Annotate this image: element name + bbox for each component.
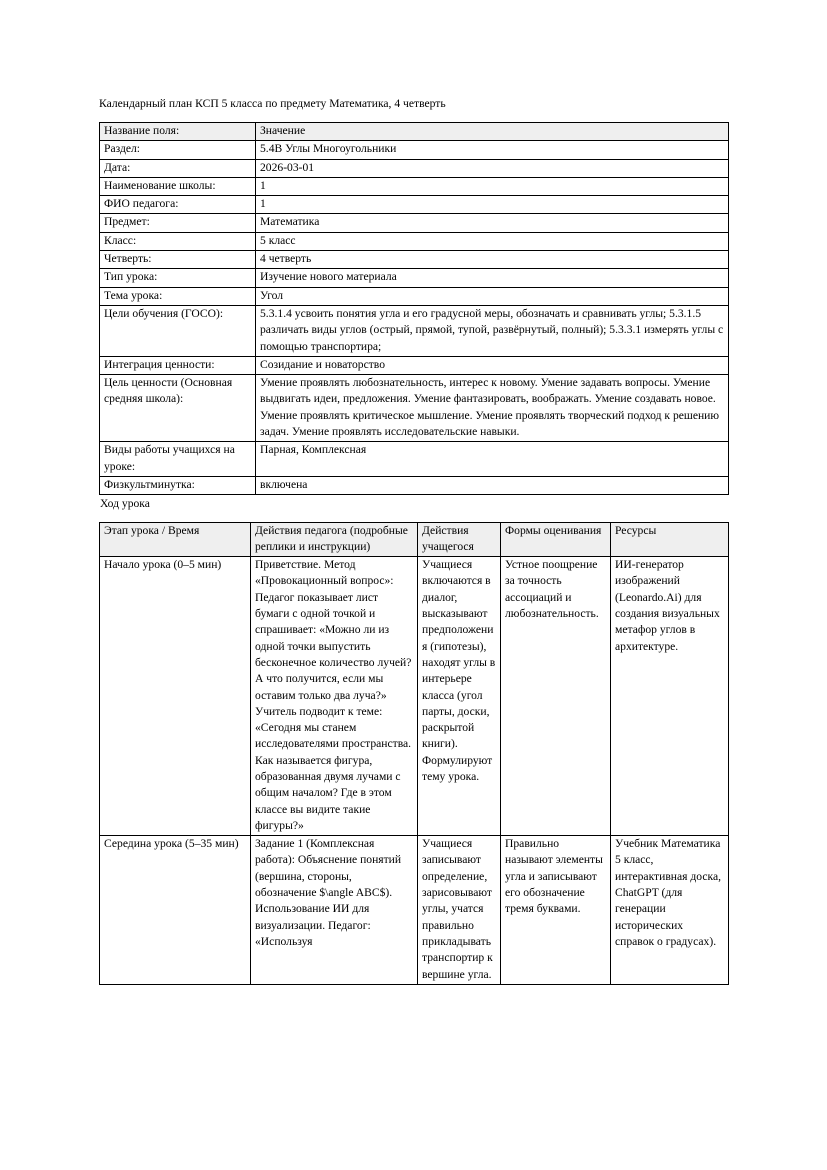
field-label: Цель ценности (Основная средняя школа): [100, 375, 256, 442]
cell-resources: Учебник Математика 5 класс, интерактивная доска, ChatGPT (для генерации исторических справок о градусах). [611, 836, 729, 985]
field-value: 4 четверть [256, 251, 729, 269]
column-header-student-actions: Действия учащегося [418, 522, 501, 557]
column-header-stage: Этап урока / Время [100, 522, 251, 557]
column-header-assessment: Формы оценивания [501, 522, 611, 557]
field-value: Угол [256, 287, 729, 305]
table-row [100, 177, 729, 195]
field-value: Математика [256, 214, 729, 232]
field-value: 1 [256, 196, 729, 214]
table-row [100, 214, 729, 232]
field-label: ФИО педагога: [100, 196, 256, 214]
field-value: Умение проявлять любознательность, интерес к новому. Умение задавать вопросы. Умение выдвигать идеи, предложения. Умение фантазировать, воображать. Умение создавать новое. Умение проявлять критическое мышление. Умение проявлять творческий подход к решению задач. Умение проявлять исследовательские навыки. [256, 375, 729, 442]
lesson-info-body [100, 123, 729, 495]
table-row [100, 375, 729, 442]
table-header-row [100, 522, 729, 557]
field-label: Тип урока: [100, 269, 256, 287]
field-value: включена [256, 476, 729, 494]
field-label: Предмет: [100, 214, 256, 232]
field-value: 2026-03-01 [256, 159, 729, 177]
table-row [100, 251, 729, 269]
lesson-info-table [99, 122, 729, 495]
cell-stage: Начало урока (0–5 мин) [100, 557, 251, 836]
lesson-flow-body [100, 557, 729, 985]
field-value: Созидание и новаторство [256, 356, 729, 374]
lesson-flow-head [100, 522, 729, 557]
cell-assessment: Устное поощрение за точность ассоциаций и любознательность. [501, 557, 611, 836]
table-row [100, 836, 729, 985]
cell-student-actions: Учащиеся записывают определение, зарисовывают углы, учатся правильно прикладывать транспортир к вершине угла. [418, 836, 501, 985]
cell-assessment: Правильно называют элементы угла и записывают его обозначение тремя буквами. [501, 836, 611, 985]
table-row [100, 269, 729, 287]
field-label: Интеграция ценности: [100, 356, 256, 374]
cell-stage: Середина урока (5–35 мин) [100, 836, 251, 985]
table-row [100, 196, 729, 214]
table-row [100, 476, 729, 494]
cell-teacher-actions: Задание 1 (Комплексная работа): Объяснение понятий (вершина, стороны, обозначение $\angle ABC$). Использование ИИ для визуализации. Педагог: «Используя [251, 836, 418, 985]
field-value: 5.3.1.4 усвоить понятия угла и его градусной меры, обозначать и сравнивать углы; 5.3.1.5 различать виды углов (острый, прямой, тупой, развёрнутый, полный); 5.3.3.1 измерять углы с помощью транспортира; [256, 305, 729, 356]
table-row [100, 159, 729, 177]
field-label: Физкультминутка: [100, 476, 256, 494]
table-row [100, 305, 729, 356]
table-row [100, 141, 729, 159]
field-label: Дата: [100, 159, 256, 177]
section-heading-lesson-flow: Ход урока [100, 497, 150, 511]
field-label: Виды работы учащихся на уроке: [100, 442, 256, 477]
table-header-row [100, 123, 729, 141]
table-row [100, 232, 729, 250]
cell-student-actions: Учащиеся включаются в диалог, высказывают предположения (гипотезы), находят углы в интерьере класса (угол парты, доски, раскрытой книги). Формулируют тему урока. [418, 557, 501, 836]
field-label: Четверть: [100, 251, 256, 269]
column-header-resources: Ресурсы [611, 522, 729, 557]
cell-teacher-actions: Приветствие. Метод «Провокационный вопрос»: Педагог показывает лист бумаги с одной точкой и спрашивает: «Можно ли из одной точки выпустить бесконечное количество лучей? А что получится, если мы оставим только два луча?» Учитель подводит к теме: «Сегодня мы станем исследователями пространства. Как называется фигура, образованная двумя лучами с общим началом? Где в этом классе вы видите такие фигуры?» [251, 557, 418, 836]
page-title: Календарный план КСП 5 класса по предмету Математика, 4 четверть [99, 97, 446, 110]
column-header-teacher-actions: Действия педагога (подробные реплики и инструкции) [251, 522, 418, 557]
field-value: Изучение нового материала [256, 269, 729, 287]
field-value: Парная, Комплексная [256, 442, 729, 477]
field-value: 5.4В Углы Многоугольники [256, 141, 729, 159]
table-row [100, 557, 729, 836]
field-label: Раздел: [100, 141, 256, 159]
lesson-flow-table [99, 522, 729, 985]
header-field-label: Название поля: [100, 123, 256, 141]
field-label: Цели обучения (ГОСО): [100, 305, 256, 356]
table-row [100, 356, 729, 374]
field-label: Наименование школы: [100, 177, 256, 195]
table-row [100, 442, 729, 477]
field-label: Тема урока: [100, 287, 256, 305]
field-value: 5 класс [256, 232, 729, 250]
cell-resources: ИИ-генератор изображений (Leonardo.Ai) для создания визуальных метафор углов в архитектуре. [611, 557, 729, 836]
table-row [100, 287, 729, 305]
field-label: Класс: [100, 232, 256, 250]
field-value: 1 [256, 177, 729, 195]
header-value-label: Значение [256, 123, 729, 141]
